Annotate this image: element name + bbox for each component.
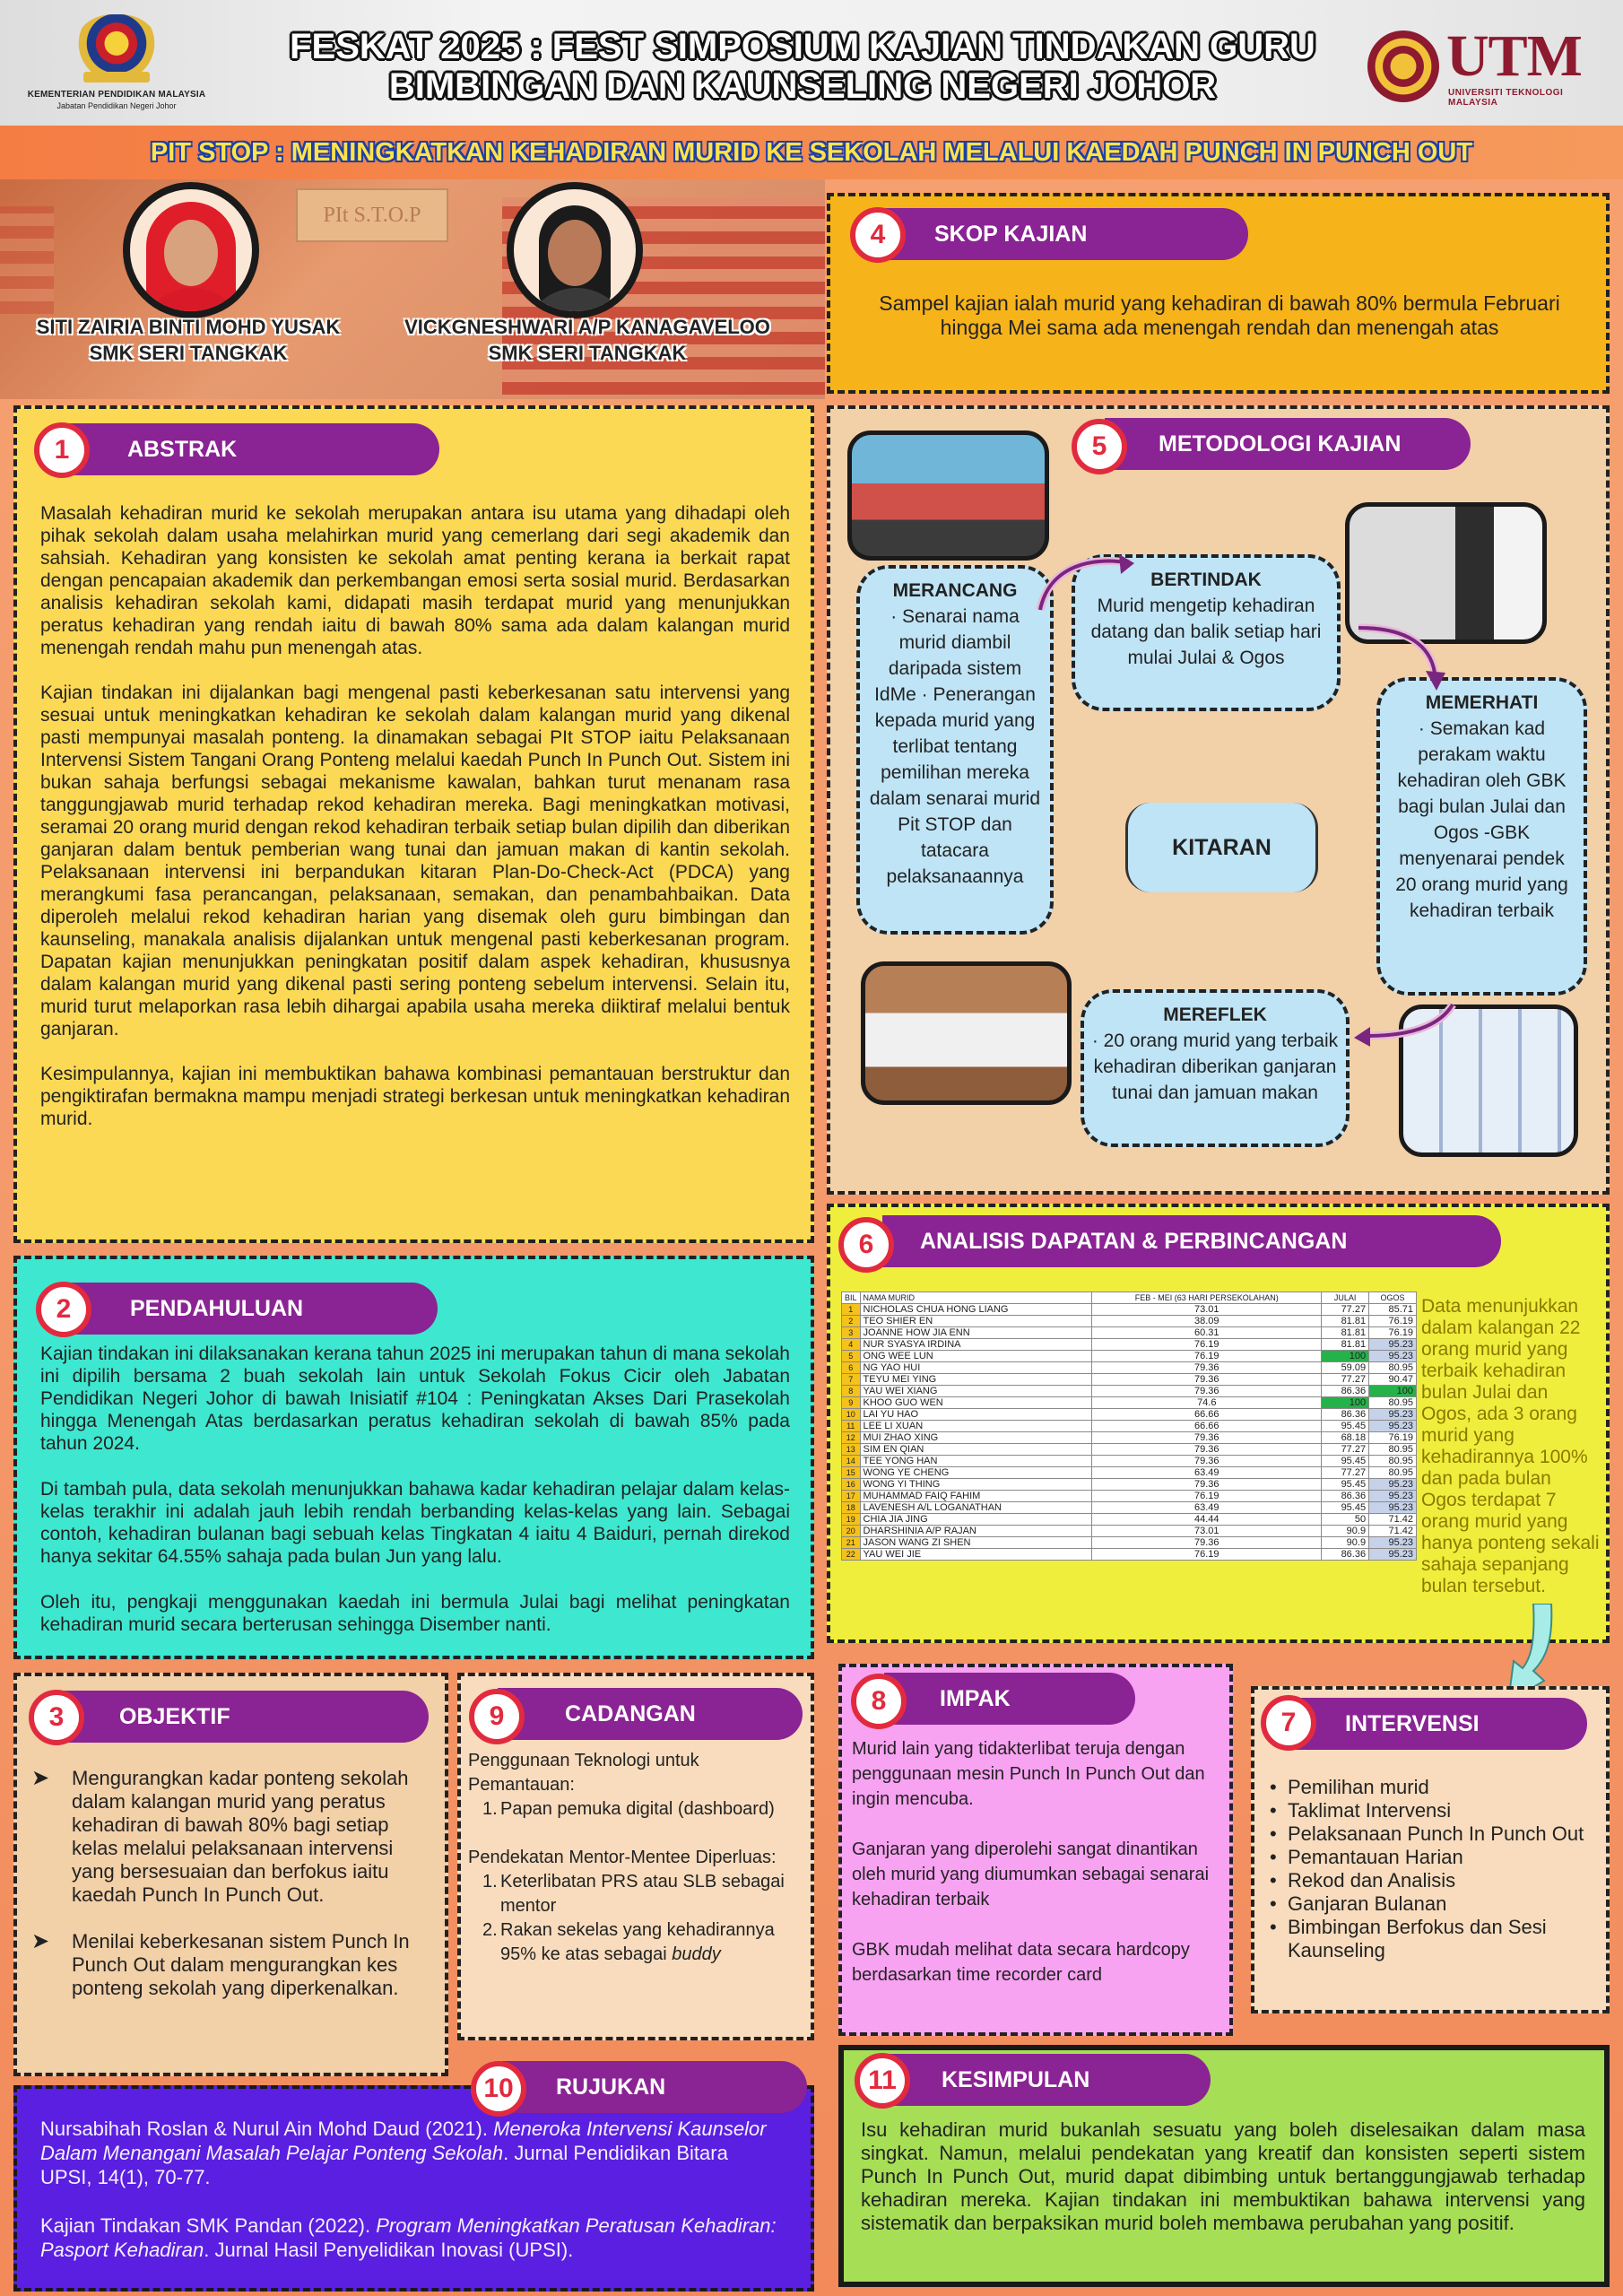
table-cell: 95.23: [1369, 1351, 1417, 1362]
moe-name: KEMENTERIAN PENDIDIKAN MALAYSIA: [27, 90, 206, 100]
table-cell: 79.36: [1092, 1386, 1322, 1397]
intervensi-item: • Ganjaran Bulanan: [1264, 1892, 1596, 1916]
memerhati-title: MEMERHATI: [1425, 692, 1539, 713]
section-7-heading: INTERVENSI: [1289, 1698, 1587, 1750]
table-cell: 66.66: [1092, 1421, 1322, 1432]
table-cell: 81.81: [1322, 1339, 1369, 1351]
section-1-number: 1: [34, 422, 90, 478]
section-2-heading: PENDAHULUAN: [63, 1283, 438, 1335]
table-cell: 95.23: [1369, 1409, 1417, 1421]
table-cell: 79.36: [1092, 1479, 1322, 1491]
utm-seal-icon: [1367, 30, 1439, 102]
table-row: [842, 1386, 1417, 1397]
table-cell: DHARSHINIA A/P RAJAN: [860, 1526, 1092, 1537]
author-2: [386, 314, 789, 366]
table-cell: 22: [842, 1549, 861, 1561]
author-2-name: VICKGNESHWARI A/P KANAGAVELOO: [404, 316, 770, 338]
table-cell: 77.27: [1322, 1467, 1369, 1479]
kitaran-label: KITARAN: [1125, 803, 1318, 892]
objective-1-text: Mengurangkan kadar ponteng sekolah dalam kalangan murid yang peratus kehadiran di bawah 80% bagi setiap kelas melalui pelaksanaan intervensi yang bersesuaian dan berfokus iaitu kaedah Punch In Punch Out.: [72, 1767, 409, 1906]
cadangan-list-1: [468, 1797, 809, 1822]
reference-1-source: . Jurnal Pendidikan Bitara UPSI, 14(1), 70-77.: [40, 2142, 728, 2188]
cadangan-text: [468, 1749, 809, 1967]
jpn-name: Jabatan Pendidikan Negeri Johor: [56, 101, 177, 110]
intervensi-item: • Pemilihan murid: [1264, 1776, 1596, 1799]
intervensi-list: [1264, 1776, 1596, 1962]
table-cell: 63.49: [1092, 1467, 1322, 1479]
table-cell: 21: [842, 1537, 861, 1549]
table-cell: MUHAMMAD FAIQ FAHIM: [860, 1491, 1092, 1502]
table-cell: 80.95: [1369, 1467, 1417, 1479]
impak-paragraph-2: Ganjaran yang diperolehi sangat dinantikan oleh murid yang diumumkan sebagai senarai kehadiran terbaik: [852, 1839, 1210, 1909]
table-cell: 1: [842, 1304, 861, 1316]
table-row: [842, 1514, 1417, 1526]
table-cell: 74.6: [1092, 1397, 1322, 1409]
table-cell: 90.9: [1322, 1526, 1369, 1537]
table-cell: KHOO GUO WEN: [860, 1397, 1092, 1409]
title-line-1: FESKAT 2025 : FEST SIMPOSIUM KAJIAN TINDAKAN GURU: [290, 27, 1315, 66]
table-header-cell: NAMA MURID: [860, 1292, 1092, 1304]
table-cell: 95.23: [1369, 1549, 1417, 1561]
cycle-arrows: [1031, 538, 1623, 1076]
cadangan-heading-2: Pendekatan Mentor-Mentee Diperluas:: [468, 1848, 777, 1867]
table-cell: 76.19: [1369, 1432, 1417, 1444]
table-cell: YAU WEI XIANG: [860, 1386, 1092, 1397]
section-10-heading: RUJUKAN: [502, 2061, 807, 2113]
intervensi-item: • Bimbingan Berfokus dan Sesi Kaunseling: [1264, 1916, 1596, 1962]
table-row: [842, 1421, 1417, 1432]
attendance-table: [841, 1292, 1417, 1561]
table-cell: CHIA JIA JING: [860, 1514, 1092, 1526]
cadangan-item-1-text: Papan pemuka digital (dashboard): [500, 1799, 775, 1819]
table-cell: 100: [1322, 1351, 1369, 1362]
intervensi-item: • Pelaksanaan Punch In Punch Out: [1264, 1822, 1596, 1846]
table-cell: NG YAO HUI: [860, 1362, 1092, 1374]
table-cell: 80.95: [1369, 1456, 1417, 1467]
table-cell: 71.42: [1369, 1526, 1417, 1537]
avatar-author-2: [507, 182, 643, 318]
intervensi-item: • Rekod dan Analisis: [1264, 1869, 1596, 1892]
poster-title: [224, 27, 1381, 106]
table-cell: JOANNE HOW JIA ENN: [860, 1327, 1092, 1339]
avatar-author-1: [123, 182, 259, 318]
reference-2: [40, 2213, 785, 2262]
author-1-name: SITI ZAIRIA BINTI MOHD YUSAK: [36, 316, 341, 338]
table-header-cell: FEB - MEI (63 HARI PERSEKOLAHAN): [1092, 1292, 1322, 1304]
chevron-right-icon: ➤: [31, 1929, 50, 1953]
table-cell: 95.23: [1369, 1339, 1417, 1351]
chevron-right-icon: ➤: [31, 1766, 50, 1790]
mereflek-title: MEREFLEK: [1163, 1004, 1267, 1025]
intervensi-item: • Taklimat Intervensi: [1264, 1799, 1596, 1822]
table-cell: 95.45: [1322, 1502, 1369, 1514]
skop-text: Sampel kajian ialah murid yang kehadiran di bawah 80% bermula Februari hingga Mei sama ada menengah rendah dan menengah atas: [879, 291, 1560, 339]
pit-stop-board: PIt S.T.O.P: [296, 188, 448, 242]
photo-briefing: [847, 430, 1049, 561]
table-row: [842, 1409, 1417, 1421]
cadangan-item-2-text: Keterlibatan PRS atau SLB sebagai mentor: [500, 1872, 785, 1916]
section-8-heading: IMPAK: [884, 1673, 1135, 1725]
reference-2-title: Program Meningkatkan Peratusan Kehadiran: Pasport Kehadiran: [40, 2214, 777, 2261]
section-1-heading: ABSTRAK: [63, 423, 439, 475]
merancang-title: MERANCANG: [892, 580, 1018, 601]
moe-logo: [27, 14, 206, 113]
table-cell: 10: [842, 1409, 861, 1421]
table-cell: LAVENESH A/L LOGANATHAN: [860, 1502, 1092, 1514]
table-cell: 95.23: [1369, 1502, 1417, 1514]
table-cell: TEYU MEI YING: [860, 1374, 1092, 1386]
table-cell: 76.19: [1092, 1491, 1322, 1502]
arrow-head-icon: [1119, 554, 1134, 574]
impak-text: [852, 1736, 1211, 2010]
table-cell: 95.45: [1322, 1456, 1369, 1467]
section-6-number: 6: [838, 1217, 894, 1273]
section-3-number: 3: [29, 1690, 84, 1745]
section-5-number: 5: [1072, 419, 1127, 474]
section-11-number: 11: [855, 2053, 910, 2109]
author-1: [9, 314, 368, 366]
cadangan-item-2-number: 1.: [482, 1872, 498, 1892]
table-cell: 79.36: [1092, 1537, 1322, 1549]
arrow-head-icon: [1426, 671, 1445, 691]
section-6-heading: ANALISIS DAPATAN & PERBINCANGAN: [882, 1215, 1501, 1267]
table-cell: MUI ZHAO XING: [860, 1432, 1092, 1444]
pendahuluan-paragraph-2: Di tambah pula, data sekolah menunjukkan bahawa kadar kehadiran pelajar dalam kelas-kelas terakhir ini adalah jauh lebih rendah berbanding kelas-kelas yang lain. Sebagai contoh, kehadiran bulanan bagi sebuah kelas Tingkatan 4 iaitu 4 Baiduri, pernah direkod hanya sekitar 64.55% sahaja pada bulan Jun yang lalu.: [40, 1479, 790, 1567]
table-cell: 100: [1322, 1397, 1369, 1409]
table-row: [842, 1526, 1417, 1537]
malaysia-crest-icon: [76, 14, 157, 79]
table-cell: 76.19: [1369, 1316, 1417, 1327]
bertindak-text: Murid mengetip kehadiran datang dan balik setiap hari mulai Julai & Ogos: [1090, 596, 1322, 668]
table-cell: WONG YI THING: [860, 1479, 1092, 1491]
table-cell: 81.81: [1322, 1327, 1369, 1339]
table-cell: 73.01: [1092, 1304, 1322, 1316]
table-cell: 95.45: [1322, 1421, 1369, 1432]
table-cell: 18: [842, 1502, 861, 1514]
section-7-number: 7: [1261, 1695, 1316, 1751]
table-cell: 76.19: [1092, 1339, 1322, 1351]
section-9-heading: CADANGAN: [498, 1688, 803, 1740]
cadangan-heading-1: Penggunaan Teknologi untuk Pemantauan:: [468, 1751, 699, 1795]
table-cell: NICHOLAS CHUA HONG LIANG: [860, 1304, 1092, 1316]
impak-paragraph-3: GBK mudah melihat data secara hardcopy berdasarkan time recorder card: [852, 1940, 1190, 1985]
table-row: [842, 1549, 1417, 1561]
table-cell: TEE YONG HAN: [860, 1456, 1092, 1467]
table-header-cell: JULAI: [1322, 1292, 1369, 1304]
utm-logo: [1367, 23, 1610, 108]
table-cell: 79.36: [1092, 1374, 1322, 1386]
cadangan-item-3-number: 2.: [482, 1920, 498, 1940]
table-cell: 14: [842, 1456, 861, 1467]
table-cell: 73.01: [1092, 1526, 1322, 1537]
table-row: [842, 1351, 1417, 1362]
cadangan-item-3-emphasis: buddy: [672, 1944, 721, 1964]
abstrak-paragraph-3: Kesimpulannya, kajian ini membuktikan bahawa kombinasi pemantauan berstruktur dan pengiktirafan bermakna mampu menjadi strategi berkesan untuk meningkatkan kehadiran murid.: [40, 1064, 790, 1129]
table-cell: 95.45: [1322, 1479, 1369, 1491]
table-cell: 63.49: [1092, 1502, 1322, 1514]
table-row: [842, 1479, 1417, 1491]
reference-1-authors: Nursabihah Roslan & Nurul Ain Mohd Daud (2021).: [40, 2118, 494, 2140]
table-row: [842, 1502, 1417, 1514]
table-cell: YAU WEI JIE: [860, 1549, 1092, 1561]
table-cell: 86.36: [1322, 1386, 1369, 1397]
table-cell: 7: [842, 1374, 861, 1386]
analisis-side-text: Data menunjukkan dalam kalangan 22 orang murid yang terbaik kehadiran bulan Julai dan Ogos, ada 3 orang murid yang kehadirannya 100% dan pada bulan Ogos terdapat 7 orang murid yang hanya ponteng sekali sahaja sepanjang bulan tersebut.: [1421, 1296, 1600, 1596]
table-cell: 79.36: [1092, 1432, 1322, 1444]
table-row: [842, 1304, 1417, 1316]
table-cell: 79.36: [1092, 1362, 1322, 1374]
table-cell: 90.9: [1322, 1537, 1369, 1549]
cadangan-item-3: [468, 1918, 809, 1967]
table-cell: 15: [842, 1467, 861, 1479]
table-cell: 11: [842, 1421, 861, 1432]
table-cell: 66.66: [1092, 1409, 1322, 1421]
impak-paragraph-1: Murid lain yang tidakterlibat teruja dengan penggunaan mesin Punch In Punch Out dan ingin mencuba.: [852, 1739, 1205, 1809]
table-row: [842, 1432, 1417, 1444]
table-row: [842, 1362, 1417, 1374]
table-row: [842, 1456, 1417, 1467]
table-cell: 13: [842, 1444, 861, 1456]
table-cell: 79.36: [1092, 1456, 1322, 1467]
pendahuluan-text: [40, 1343, 790, 1658]
cadangan-item-2: [468, 1870, 809, 1918]
table-cell: 44.44: [1092, 1514, 1322, 1526]
table-header-cell: OGOS: [1369, 1292, 1417, 1304]
table-row: [842, 1491, 1417, 1502]
table-cell: 59.09: [1322, 1362, 1369, 1374]
table-row: [842, 1397, 1417, 1409]
mereflek-text: · 20 orang murid yang terbaik kehadiran diberikan ganjaran tunai dan jamuan makan: [1091, 1031, 1339, 1103]
table-cell: 12: [842, 1432, 861, 1444]
merancang-text: · Senarai nama murid diambil daripada sistem IdMe · Penerangan kepada murid yang terlibat tentang pemilihan mereka dalam senarai murid Pit STOP dan tatacara pelaksanaannya: [869, 606, 1041, 887]
table-cell: 95.23: [1369, 1537, 1417, 1549]
reference-2-authors: Kajian Tindakan SMK Pandan (2022).: [40, 2214, 377, 2237]
table-cell: 20: [842, 1526, 861, 1537]
intervensi-item: • Pemantauan Harian: [1264, 1846, 1596, 1869]
table-cell: 76.19: [1092, 1351, 1322, 1362]
section-4-heading: SKOP KAJIAN: [879, 208, 1248, 260]
cadangan-list-2: [468, 1870, 809, 1967]
arrow-head-icon: [1354, 1027, 1370, 1047]
cadangan-item-3-text: Rakan sekelas yang kehadirannya 95% ke atas sebagai: [500, 1920, 775, 1964]
cadangan-item-1: [468, 1797, 809, 1822]
table-cell: 77.27: [1322, 1444, 1369, 1456]
table-cell: 80.95: [1369, 1362, 1417, 1374]
table-cell: 3: [842, 1327, 861, 1339]
step-merancang: [856, 565, 1054, 935]
table-cell: 80.95: [1369, 1397, 1417, 1409]
rujukan-text: [40, 2117, 785, 2284]
reference-1: [40, 2117, 785, 2189]
table-cell: JASON WANG ZI SHEN: [860, 1537, 1092, 1549]
title-line-2: BIMBINGAN DAN KAUNSELING NEGERI JOHOR: [388, 66, 1217, 106]
table-cell: TEO SHIER EN: [860, 1316, 1092, 1327]
table-cell: LEE LI XUAN: [860, 1421, 1092, 1432]
section-9-number: 9: [469, 1689, 525, 1744]
table-cell: 95.23: [1369, 1479, 1417, 1491]
table-cell: ONG WEE LUN: [860, 1351, 1092, 1362]
objektif-list: [31, 1767, 426, 2000]
objective-2-text: Menilai keberkesanan sistem Punch In Punch Out dalam mengurangkan kes ponteng sekolah yang diperkenalkan.: [72, 1930, 410, 1999]
section-11-heading: KESIMPULAN: [886, 2054, 1211, 2106]
table-cell: 100: [1369, 1386, 1417, 1397]
table-cell: 4: [842, 1339, 861, 1351]
table-cell: 16: [842, 1479, 861, 1491]
abstrak-paragraph-1: Masalah kehadiran murid ke sekolah merupakan antara isu utama yang dihadapi oleh pihak sekolah dalam usaha melahirkan murid yang cemerlang dari segi akademik dan sahsiah. Kehadiran yang konsisten ke sekolah amat penting kerana ia berkait rapat dengan pencapaian akademik dan perkembangan emosi serta sosial murid. Berdasarkan analisis kehadiran sekolah kami, didapati masih terdapat murid yang menunjukkan peratus kehadiran yang rendah iaitu di bawah 80% sama ada dalam kalangan murid menengah rendah mahu pun menengah atas.: [40, 503, 790, 658]
utm-fullname: UNIVERSITI TEKNOLOGI MALAYSIA: [1448, 88, 1564, 108]
table-cell: 17: [842, 1491, 861, 1502]
cadangan-item-1-number: 1.: [482, 1799, 498, 1819]
table-row: [842, 1327, 1417, 1339]
table-cell: LAI YU HAO: [860, 1409, 1092, 1421]
table-cell: 2: [842, 1316, 861, 1327]
table-row: [842, 1316, 1417, 1327]
memerhati-text: · Semakan kad perakam waktu kehadiran oleh GBK bagi bulan Julai dan Ogos -GBK menyenarai pendek 20 orang murid yang kehadiran terbaik: [1395, 718, 1568, 921]
table-cell: 19: [842, 1514, 861, 1526]
authors-banner: [0, 179, 825, 399]
table-cell: 9: [842, 1397, 861, 1409]
table-cell: NUR SYASYA IRDINA: [860, 1339, 1092, 1351]
table-row: [842, 1374, 1417, 1386]
table-cell: 80.95: [1369, 1444, 1417, 1456]
table-row: [842, 1444, 1417, 1456]
table-cell: 95.23: [1369, 1491, 1417, 1502]
section-5-heading: METODOLOGI KAJIAN: [1105, 418, 1471, 470]
table-cell: 8: [842, 1386, 861, 1397]
research-title: PIT STOP : MENINGKATKAN KEHADIRAN MURID KE SEKOLAH MELALUI KAEDAH PUNCH IN PUNCH OUT: [0, 126, 1623, 179]
table-cell: WONG YE CHENG: [860, 1467, 1092, 1479]
table-cell: 81.81: [1322, 1316, 1369, 1327]
table-cell: 95.23: [1369, 1421, 1417, 1432]
table-cell: 76.19: [1092, 1549, 1322, 1561]
section-4-number: 4: [850, 207, 906, 263]
kesimpulan-text: Isu kehadiran murid bukanlah sesuatu yang boleh diselesaikan dalam masa singkat. Namun, melalui pendekatan yang kreatif dan konsisten seperti sistem Punch In Punch Out, murid dapat dibimbing untuk bertanggungjawab terhadap kehadiran mereka. Kajian tindakan ini membuktikan bahawa intervensi yang sistematik dan berpaksikan murid boleh membawa perubahan yang positif.: [861, 2118, 1585, 2234]
table-cell: 90.47: [1369, 1374, 1417, 1386]
wall-image: [0, 206, 54, 314]
table-cell: 79.36: [1092, 1444, 1322, 1456]
author-1-school: SMK SERI TANGKAK: [89, 342, 288, 364]
objective-2: [31, 1930, 426, 2000]
reference-2-source: . Jurnal Hasil Penyelidikan Inovasi (UPSI).: [204, 2239, 574, 2261]
bertindak-title: BERTINDAK: [1150, 570, 1262, 590]
objective-1: [31, 1767, 426, 1907]
table-cell: 6: [842, 1362, 861, 1374]
table-row: [842, 1537, 1417, 1549]
reference-1-title: Meneroka Intervensi Kaunselor Dalam Menangani Masalah Pelajar Ponteng Sekolah: [40, 2118, 767, 2164]
table-cell: 85.71: [1369, 1304, 1417, 1316]
table-cell: 77.27: [1322, 1374, 1369, 1386]
pendahuluan-paragraph-3: Oleh itu, pengkaji menggunakan kaedah ini bermula Julai bagi melihat peningkatan kehadiran murid secara berterusan sehingga Disember nanti.: [40, 1592, 790, 1635]
pendahuluan-paragraph-1: Kajian tindakan ini dilaksanakan kerana tahun 2025 ini merupakan tahun di mana sekolah ini dipilih bersama 2 buah sekolah lain untuk Sekolah Fokus Cicir oleh Jabatan Pendidikan Negeri Johor di bawah Inisiatif #104 : Peningkatan Akses Dari Prasekolah hingga Menengah Atas berdasarkan peratus kehadiran sekolah di bawah 85% pada tahun 2024.: [40, 1344, 790, 1454]
table-cell: 60.31: [1092, 1327, 1322, 1339]
section-8-number: 8: [851, 1674, 907, 1729]
abstrak-paragraph-2: Kajian tindakan ini dijalankan bagi mengenal pasti keberkesanan satu intervensi yang sesuai untuk meningkatkan kehadiran ke sekolah dalam kalangan murid yang dikenal pasti mempunyai masalah ponteng. Ia dinamakan sebagai PIt STOP iaitu Pelaksanaan Intervensi Sistem Tangani Orang Ponteng melalui kaedah Punch In Punch Out. Sistem ini bukan sahaja berfungsi sebagai mekanisme kawalan, bahkan turut menanam rasa tanggungjawab murid terhadap rekod kehadiran mereka. Bagi meningkatkan motivasi, seramai 20 orang murid dengan rekod kehadiran terbaik setiap bulan dipilih dan diberikan ganjaran dalam bentuk pemberian wang tunai dan jamuan makan di kantin sekolah. Pelaksanaan intervensi ini berpandukan kitaran Plan-Do-Check-Act (PDCA) yang merangkumi fasa perancangan, pelaksanaan, semakan, dan penambahbaikan. Data diperoleh melalui rekod kehadiran harian yang disemak oleh guru bimbingan dan kaunseling, manakala analisis dijalankan untuk mengenal pasti keberkesanan program. Dapatan kajian menunjukkan peningkatan positif dalam aspek kehadiran, khususnya dalam kalangan murid yang dikenal pasti sering ponteng sebelum intervensi. Selain itu, murid turut melaporkan rasa lebih dihargai apabila usaha mereka diiktiraf melalui bentuk ganjaran.: [40, 683, 790, 1039]
section-2-number: 2: [36, 1282, 91, 1337]
table-cell: 68.18: [1322, 1432, 1369, 1444]
table-cell: 86.36: [1322, 1549, 1369, 1561]
table-cell: 71.42: [1369, 1514, 1417, 1526]
table-cell: 77.27: [1322, 1304, 1369, 1316]
abstrak-text: [40, 502, 790, 1152]
table-cell: SIM EN QIAN: [860, 1444, 1092, 1456]
table-cell: 5: [842, 1351, 861, 1362]
table-row: [842, 1339, 1417, 1351]
section-10-number: 10: [471, 2061, 526, 2117]
table-cell: 86.36: [1322, 1409, 1369, 1421]
utm-wordmark: UTM: [1446, 23, 1582, 89]
table-cell: 86.36: [1322, 1491, 1369, 1502]
table-cell: 50: [1322, 1514, 1369, 1526]
table-row: [842, 1467, 1417, 1479]
table-cell: 76.19: [1369, 1327, 1417, 1339]
author-2-school: SMK SERI TANGKAK: [488, 342, 687, 364]
table-header-cell: BIL: [842, 1292, 861, 1304]
table-cell: 38.09: [1092, 1316, 1322, 1327]
section-3-heading: OBJEKTIF: [61, 1691, 429, 1743]
